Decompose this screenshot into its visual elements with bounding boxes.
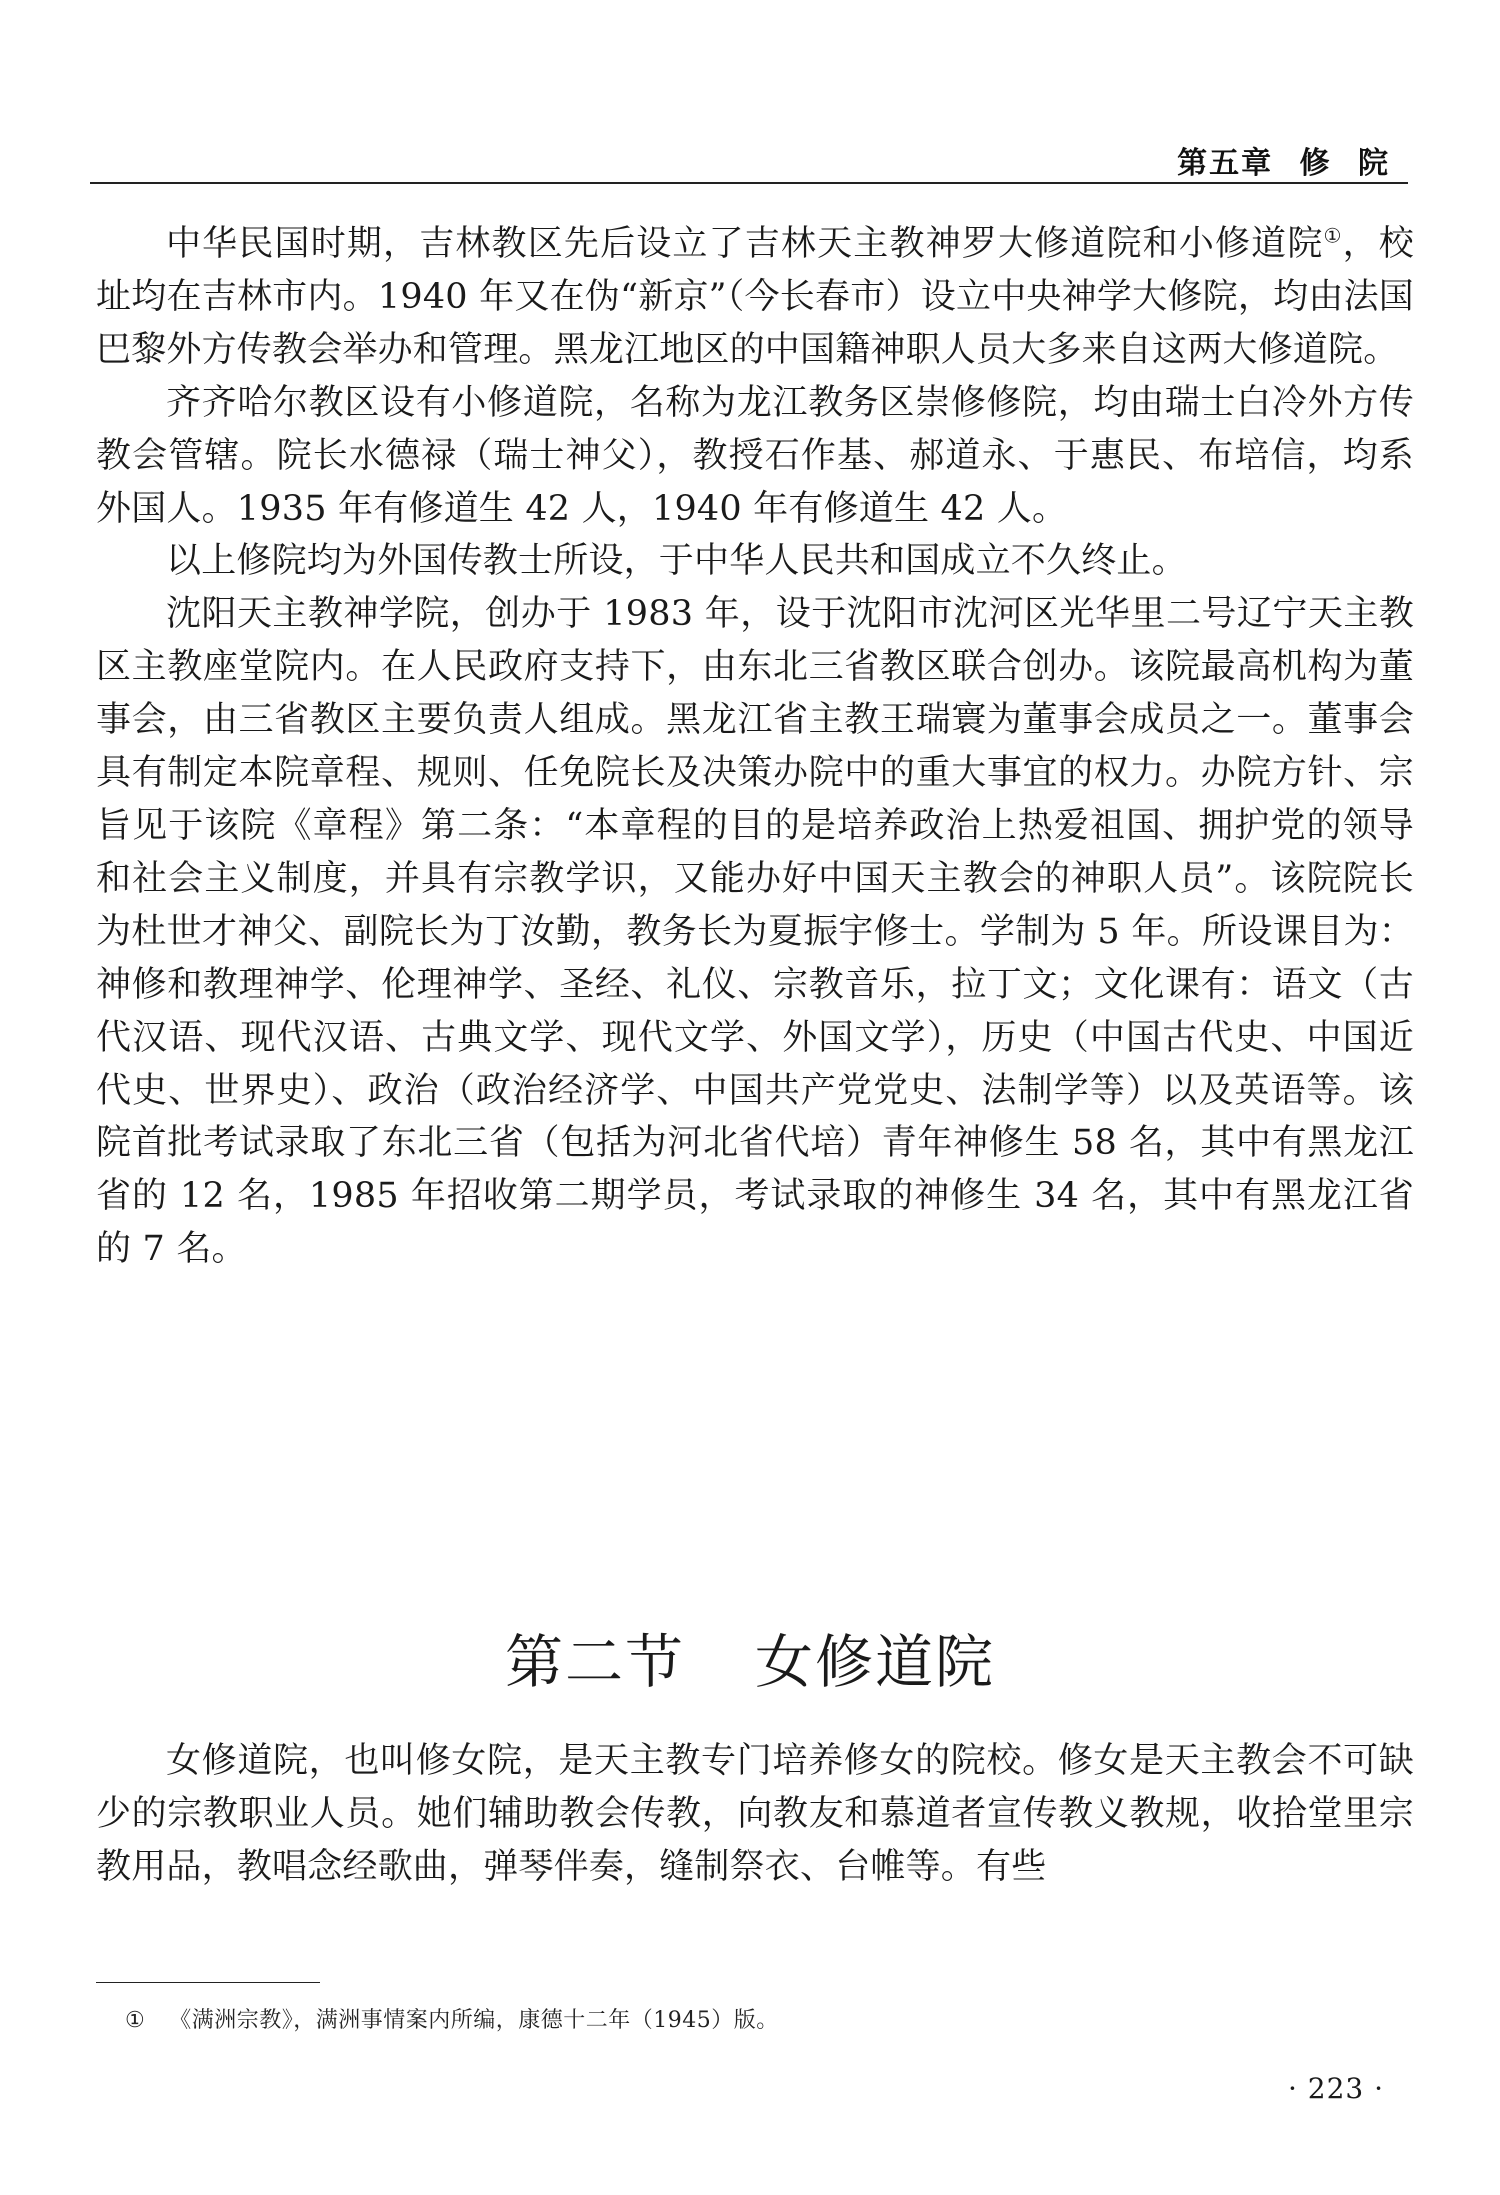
paragraph-text: 中华民国时期，吉林教区先后设立了吉林天主教神罗大修道院和小修道院 bbox=[166, 224, 1324, 264]
chapter-running-title: 第五章 修 院 bbox=[1177, 146, 1390, 181]
paragraph-shenyang-seminary: 沈阳天主教神学院，创办于 1983 年，设于沈阳市沈河区光华里二号辽宁天主教区主教座堂院内。在人民政府支持下，由东北三省教区联合创办。该院最高机构为董事会，由三省教区主要负责人组成。黑龙江省主教王瑞寰为董事会成员之一。董事会具有制定本院章程、规则、任免院长及决策办院中的重大事宜的权力。办院方针、宗旨见于该院《章程》第二条：“本章程的目的是培养政治上热爱祖国、拥护党的领导和社会主义制度，并具有宗教学识，又能办好中国天主教会的神职人员”。该院院长为杜世才神父、副院长为丁汝勤，教务长为夏振宇修士。学制为 5 年。所设课目为：神修和教理神学、伦理神学、圣经、礼仪、宗教音乐，拉丁文；文化课有：语文（古代汉语、现代汉语、古典文学、现代文学、外国文学），历史（中国古代史、中国近代史、世界史）、政治（政治经济学、中国共产党党史、法制学等）以及英语等。该院首批考试录取了东北三省（包括为河北省代培）青年神修生 58 名，其中有黑龙江省的 12 名，1985 年招收第二期学员，考试录取的神修生 34 名，其中有黑龙江省的 7 名。 bbox=[96, 594, 1414, 1270]
paragraph-text: ，校址均在吉林市内。1940 年又在伪“新京”（今长春市）设立中央神学大修院，均由法国巴黎外方传教会举办和管理。黑龙江地区的中国籍神职人员大多来自这两大修道院。 bbox=[96, 224, 1414, 370]
paragraph-convents: 女修道院，也叫修女院，是天主教专门培养修女的院校。修女是天主教会不可缺少的宗教职业人员。她们辅助教会传教，向教友和慕道者宣传教义教规，收拾堂里宗教用品，教唱念经歌曲，弹琴伴奏，缝制祭衣、台帷等。有些 bbox=[96, 1741, 1414, 1887]
footnote-reference: ① bbox=[1323, 223, 1343, 248]
footnote bbox=[125, 2003, 779, 2034]
footnote-text: 《满洲宗教》，满洲事情案内所编，康德十二年（1945）版。 bbox=[169, 2008, 779, 2033]
section-title: 女修道院 bbox=[755, 1628, 996, 1696]
section-heading bbox=[0, 1615, 1500, 1699]
header-divider bbox=[90, 182, 1408, 184]
paragraph-jilin-seminaries bbox=[96, 218, 1414, 377]
footnote-number: ① bbox=[125, 2008, 146, 2033]
section-number: 第二节 bbox=[504, 1628, 685, 1696]
section-text bbox=[96, 1735, 1414, 1894]
page-number: · 223 · bbox=[1287, 2072, 1384, 2105]
running-header bbox=[90, 128, 1408, 184]
footnote-divider bbox=[96, 1982, 320, 1983]
main-text bbox=[96, 218, 1414, 1276]
paragraph-foreign-seminaries-end: 以上修院均为外国传教士所设，于中华人民共和国成立不久终止。 bbox=[166, 541, 1187, 582]
paragraph-qiqihar-seminary: 齐齐哈尔教区设有小修道院，名称为龙江教务区崇修修院，均由瑞士白冷外方传教会管辖。院长水德禄（瑞士神父），教授石作基、郝道永、于惠民、布培信，均系外国人。1935 年有修道生 42 人，1940 年有修道生 42 人。 bbox=[96, 382, 1414, 529]
